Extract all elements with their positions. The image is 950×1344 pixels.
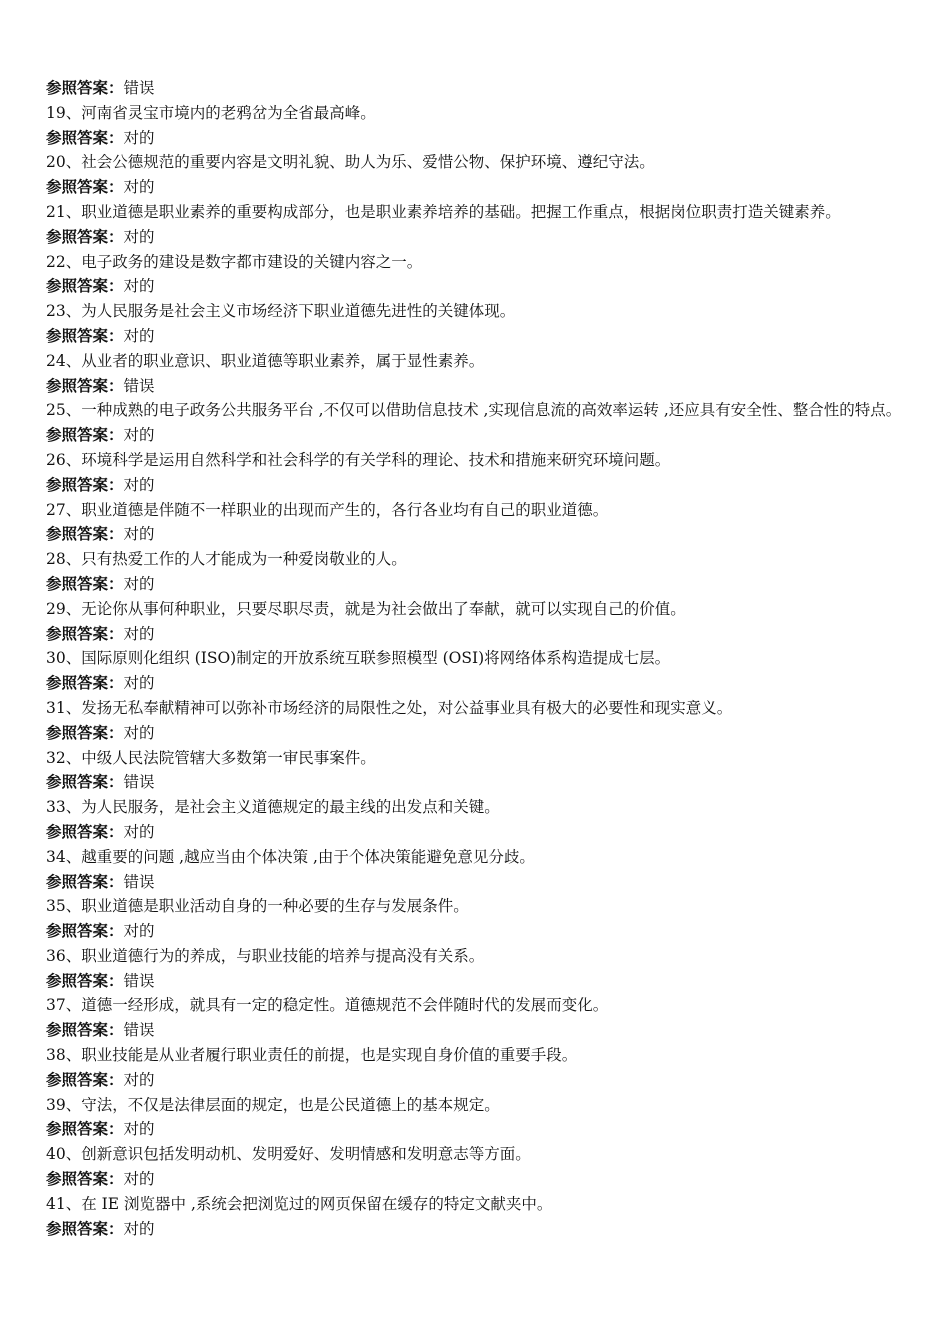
- question-text: 28、只有热爱工作的人才能成为一种爱岗敬业的人。: [46, 550, 407, 569]
- answer-value: 错误: [123, 376, 155, 395]
- answer-line: [46, 770, 908, 795]
- question-text: 32、中级人民法院管辖大多数第一审民事案件。: [46, 748, 376, 767]
- question-text: 37、道德一经形成，就具有一定的稳定性。道德规范不会伴随时代的发展而变化。: [46, 996, 609, 1015]
- answer-value: 对的: [123, 525, 155, 544]
- answer-line: [46, 126, 908, 151]
- document-page: [46, 76, 908, 1241]
- answer-line: [46, 374, 908, 399]
- answer-label: 参照答案：: [46, 79, 124, 97]
- question-text: 40、创新意识包括发明动机、发明爱好、发明情感和发明意志等方面。: [46, 1145, 531, 1164]
- question-text: 38、职业技能是从业者履行职业责任的前提，也是实现自身价值的重要手段。: [46, 1046, 578, 1065]
- answer-value: 错误: [123, 971, 155, 990]
- answer-line: [46, 1068, 908, 1093]
- answer-value: 对的: [123, 426, 155, 445]
- answer-value: 对的: [123, 1070, 155, 1089]
- answer-value: 错误: [123, 773, 155, 792]
- answer-line: [46, 1167, 908, 1192]
- answer-label: 参照答案：: [46, 426, 124, 445]
- answer-value: 错误: [123, 79, 155, 97]
- answer-line: [46, 1117, 908, 1142]
- answer-label: 参照答案：: [46, 872, 124, 891]
- answer-value: 对的: [123, 1120, 155, 1139]
- answer-line: [46, 274, 908, 299]
- answer-value: 对的: [123, 674, 155, 693]
- question-text: 34、越重要的问题 ,越应当由个体决策 ,由于个体决策能避免意见分歧。: [46, 847, 535, 866]
- answer-line: [46, 522, 908, 547]
- answer-label: 参照答案：: [46, 326, 124, 345]
- question-text: 21、职业道德是职业素养的重要构成部分，也是职业素养培养的基础。把握工作重点，根据岗位职责打造关键素养。: [46, 202, 841, 221]
- answer-value: 错误: [123, 872, 155, 891]
- answer-value: 对的: [123, 178, 155, 197]
- answer-label: 参照答案：: [46, 376, 124, 395]
- answer-line: [46, 919, 908, 944]
- answer-line: [46, 870, 908, 895]
- answer-label: 参照答案：: [46, 574, 124, 593]
- answer-label: 参照答案：: [46, 227, 124, 246]
- question-text: 31、发扬无私奉献精神可以弥补市场经济的局限性之处，对公益事业具有极大的必要性和现实意义。: [46, 698, 733, 717]
- answer-line: [46, 1217, 908, 1242]
- answer-value: 对的: [123, 922, 155, 941]
- answer-value: 对的: [123, 723, 155, 742]
- question-text: 41、在 IE 浏览器中 ,系统会把浏览过的网页保留在缓存的特定文献夹中。: [46, 1194, 553, 1213]
- answer-line: [46, 423, 908, 448]
- answer-label: 参照答案：: [46, 723, 124, 742]
- answer-label: 参照答案：: [46, 1021, 124, 1040]
- answer-value: 对的: [123, 128, 155, 147]
- answer-label: 参照答案：: [46, 1070, 124, 1089]
- question-text: 20、社会公德规范的重要内容是文明礼貌、助人为乐、爱惜公物、保护环境、遵纪守法。: [46, 153, 655, 172]
- answer-value: 对的: [123, 277, 155, 296]
- answer-line: [46, 622, 908, 647]
- answer-line: [46, 324, 908, 349]
- question-text: 22、电子政务的建设是数字都市建设的关键内容之一。: [46, 252, 423, 271]
- question-text: 30、国际原则化组织 (ISO)制定的开放系统互联参照模型 (OSI)将网络体系构造提成七层。: [46, 649, 671, 668]
- answer-label: 参照答案：: [46, 475, 124, 494]
- question-text: 35、职业道德是职业活动自身的一种必要的生存与发展条件。: [46, 897, 469, 916]
- answer-value: 对的: [123, 822, 155, 841]
- answer-value: 错误: [123, 1021, 155, 1040]
- answer-value: 对的: [123, 227, 155, 246]
- answer-line: [46, 175, 908, 200]
- answer-line: [46, 820, 908, 845]
- answer-label: 参照答案：: [46, 624, 124, 643]
- answer-line: [46, 671, 908, 696]
- answer-label: 参照答案：: [46, 178, 124, 197]
- answer-value: 对的: [123, 574, 155, 593]
- question-text: 26、环境科学是运用自然科学和社会科学的有关学科的理论、技术和措施来研究环境问题。: [46, 450, 671, 469]
- answer-label: 参照答案：: [46, 971, 124, 990]
- answer-line: [46, 473, 908, 498]
- answer-label: 参照答案：: [46, 674, 124, 693]
- answer-label: 参照答案：: [46, 525, 124, 544]
- answer-label: 参照答案：: [46, 277, 124, 296]
- answer-label: 参照答案：: [46, 922, 124, 941]
- question-text: 39、守法，不仅是法律层面的规定，也是公民道德上的基本规定。: [46, 1095, 500, 1114]
- answer-line: [46, 969, 908, 994]
- answer-line: [46, 721, 908, 746]
- answer-value: 对的: [123, 1219, 155, 1238]
- answer-label: 参照答案：: [46, 1219, 124, 1238]
- answer-label: 参照答案：: [46, 822, 124, 841]
- answer-value: 对的: [123, 475, 155, 494]
- question-text: 24、从业者的职业意识、职业道德等职业素养，属于显性素养。: [46, 351, 485, 370]
- answer-line: [46, 1018, 908, 1043]
- question-text: 23、为人民服务是社会主义市场经济下职业道德先进性的关键体现。: [46, 302, 516, 321]
- answer-label: 参照答案：: [46, 773, 124, 792]
- answer-value: 对的: [123, 326, 155, 345]
- answer-label: 参照答案：: [46, 128, 124, 147]
- answer-label: 参照答案：: [46, 1170, 124, 1189]
- question-text: 36、职业道德行为的养成，与职业技能的培养与提高没有关系。: [46, 946, 485, 965]
- question-text: 29、无论你从事何种职业，只要尽职尽责，就是为社会做出了奉献，就可以实现自己的价值。: [46, 599, 686, 618]
- question-text: 19、河南省灵宝市境内的老鸦岔为全省最高峰。: [46, 103, 376, 122]
- answer-line: [46, 572, 908, 597]
- answer-label: 参照答案：: [46, 1120, 124, 1139]
- question-text: 33、为人民服务，是社会主义道德规定的最主线的出发点和关键。: [46, 798, 500, 817]
- answer-value: 对的: [123, 1170, 155, 1189]
- question-text: 25、一种成熟的电子政务公共服务平台 ,不仅可以借助信息技术 ,实现信息流的高效率运转 ,还应具有安全性、整合性的特点。: [46, 401, 902, 420]
- answer-value: 对的: [123, 624, 155, 643]
- answer-line: [46, 225, 908, 250]
- answer-line: [46, 76, 908, 101]
- question-text: 27、职业道德是伴随不一样职业的出现而产生的，各行各业均有自己的职业道德。: [46, 500, 609, 519]
